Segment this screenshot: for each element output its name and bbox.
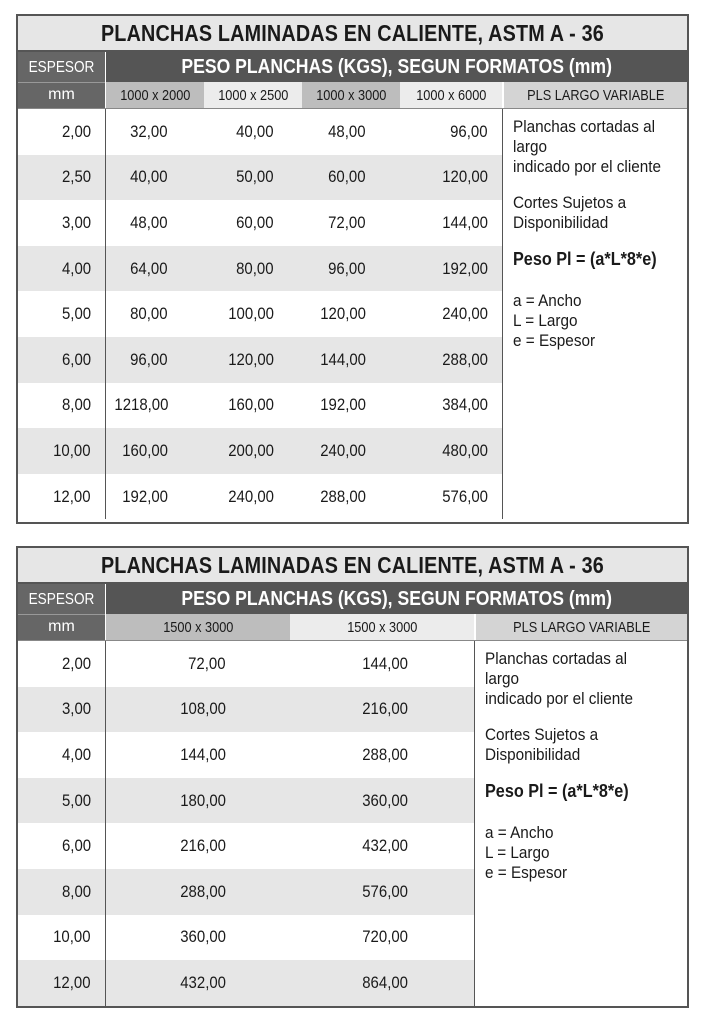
format-header: 1500 x 3000 (106, 614, 290, 640)
weight-cell: 100,00 (228, 304, 274, 324)
table-row (18, 823, 474, 869)
table-body (18, 641, 687, 1006)
espesor-header (18, 52, 106, 108)
plate-table-1 (16, 14, 689, 524)
weight-cell: 144,00 (362, 653, 408, 673)
peso-title: PESO PLANCHAS (KGS), SEGUN FORMATOS (mm) (106, 52, 687, 82)
unit-label: mm (18, 614, 105, 640)
table-row (18, 641, 474, 687)
espesor-cell: 3,00 (18, 687, 106, 733)
weight-cell: 192,00 (122, 486, 168, 506)
espesor-cell: 10,00 (18, 915, 106, 961)
format-header-row (106, 614, 687, 640)
format-header: 1000 x 3000 (302, 82, 400, 108)
weight-cell: 160,00 (228, 395, 274, 415)
weight-cell: 240,00 (442, 304, 488, 324)
table-row (18, 109, 502, 155)
weight-cell: 72,00 (188, 653, 226, 673)
weight-cell: 160,00 (122, 440, 168, 460)
weight-cell: 432,00 (180, 972, 226, 992)
espesor-label: ESPESOR (28, 591, 95, 608)
weight-cell: 1218,00 (113, 395, 168, 415)
table-body (18, 109, 687, 519)
weight-cell: 384,00 (442, 395, 488, 415)
table-row (18, 732, 474, 778)
table-header (18, 584, 687, 641)
table-title: PLANCHAS LAMINADAS EN CALIENTE, ASTM A - 36 (18, 16, 687, 52)
weight-cell: 288,00 (362, 744, 408, 764)
legend-largo: L = Largo (513, 311, 578, 330)
weight-cell: 144,00 (320, 349, 366, 369)
format-header: 1000 x 6000 (400, 82, 502, 108)
espesor-cell: 12,00 (18, 960, 106, 1006)
note-cut-to-length: Planchas cortadas al largo indicado por el cliente (513, 117, 662, 176)
espesor-cell: 3,00 (18, 200, 106, 246)
weight-cell: 720,00 (362, 927, 408, 947)
weight-cell: 60,00 (328, 167, 366, 187)
table-row (18, 337, 502, 383)
data-rows (18, 109, 502, 519)
legend-espesor: e = Espesor (485, 863, 568, 882)
weight-cell: 200,00 (228, 440, 274, 460)
table-row (18, 869, 474, 915)
pls-notes (502, 109, 687, 519)
data-rows (18, 641, 474, 1006)
table-row (18, 915, 474, 961)
weight-cell: 864,00 (362, 972, 408, 992)
table-row (18, 778, 474, 824)
weight-cell: 50,00 (236, 167, 274, 187)
espesor-cell: 2,00 (18, 109, 106, 155)
table-row (18, 246, 502, 292)
format-header: 1000 x 2500 (204, 82, 302, 108)
weight-cell: 40,00 (236, 121, 274, 141)
table-row (18, 291, 502, 337)
pls-notes (474, 641, 687, 1006)
table-row (18, 474, 502, 520)
note-availability: Cortes Sujetos a Disponibilidad (513, 193, 627, 232)
weight-cell: 216,00 (362, 699, 408, 719)
weight-cell: 192,00 (320, 395, 366, 415)
weight-cell: 64,00 (130, 258, 168, 278)
pls-header: PLS LARGO VARIABLE (474, 614, 687, 640)
weight-cell: 108,00 (180, 699, 226, 719)
unit-label: mm (18, 82, 105, 108)
espesor-label: ESPESOR (28, 59, 95, 76)
espesor-cell: 6,00 (18, 337, 106, 383)
espesor-header (18, 584, 106, 640)
espesor-cell: 5,00 (18, 778, 106, 824)
espesor-cell: 12,00 (18, 474, 106, 520)
weight-cell: 360,00 (362, 790, 408, 810)
legend-espesor: e = Espesor (513, 331, 596, 350)
espesor-cell: 4,00 (18, 246, 106, 292)
legend-ancho: a = Ancho (485, 823, 554, 842)
weight-cell: 48,00 (328, 121, 366, 141)
table-row (18, 687, 474, 733)
peso-title: PESO PLANCHAS (KGS), SEGUN FORMATOS (mm) (106, 584, 687, 614)
weight-cell: 120,00 (442, 167, 488, 187)
espesor-cell: 5,00 (18, 291, 106, 337)
weight-cell: 192,00 (442, 258, 488, 278)
table-row (18, 428, 502, 474)
espesor-cell: 10,00 (18, 428, 106, 474)
weight-cell: 96,00 (328, 258, 366, 278)
espesor-cell: 2,00 (18, 641, 106, 687)
espesor-cell: 8,00 (18, 383, 106, 429)
weight-cell: 288,00 (442, 349, 488, 369)
weight-cell: 120,00 (320, 304, 366, 324)
weight-cell: 80,00 (236, 258, 274, 278)
weight-cell: 72,00 (328, 212, 366, 232)
espesor-cell: 2,50 (18, 155, 106, 201)
weight-cell: 144,00 (442, 212, 488, 232)
weight-cell: 96,00 (450, 121, 488, 141)
weight-cell: 60,00 (236, 212, 274, 232)
format-header: 1500 x 3000 (290, 614, 474, 640)
weight-cell: 240,00 (228, 486, 274, 506)
plate-table-2 (16, 546, 689, 1008)
weight-cell: 576,00 (362, 881, 408, 901)
note-cut-to-length: Planchas cortadas al largo indicado por el cliente (485, 649, 634, 708)
table-row (18, 155, 502, 201)
weight-cell: 288,00 (180, 881, 226, 901)
table-header (18, 52, 687, 109)
weight-cell: 480,00 (442, 440, 488, 460)
weight-cell: 80,00 (130, 304, 168, 324)
weight-cell: 48,00 (130, 212, 168, 232)
weight-formula: Peso Pl = (a*L*8*e) (485, 781, 629, 801)
weight-cell: 180,00 (180, 790, 226, 810)
weight-cell: 120,00 (228, 349, 274, 369)
table-row (18, 383, 502, 429)
table-row (18, 200, 502, 246)
weight-cell: 576,00 (442, 486, 488, 506)
weight-cell: 32,00 (130, 121, 168, 141)
format-header-row (106, 82, 687, 108)
table-title: PLANCHAS LAMINADAS EN CALIENTE, ASTM A - 36 (18, 548, 687, 584)
weight-formula: Peso Pl = (a*L*8*e) (513, 249, 657, 269)
weight-cell: 96,00 (130, 349, 168, 369)
weight-cell: 360,00 (180, 927, 226, 947)
note-availability: Cortes Sujetos a Disponibilidad (485, 725, 599, 764)
weight-cell: 288,00 (320, 486, 366, 506)
espesor-cell: 6,00 (18, 823, 106, 869)
table-row (18, 960, 474, 1006)
weight-cell: 40,00 (130, 167, 168, 187)
espesor-cell: 4,00 (18, 732, 106, 778)
weight-cell: 144,00 (180, 744, 226, 764)
weight-cell: 240,00 (320, 440, 366, 460)
legend-ancho: a = Ancho (513, 291, 582, 310)
weight-cell: 216,00 (180, 836, 226, 856)
pls-header: PLS LARGO VARIABLE (502, 82, 687, 108)
weight-cell: 432,00 (362, 836, 408, 856)
format-header: 1000 x 2000 (106, 82, 204, 108)
legend-largo: L = Largo (485, 843, 550, 862)
espesor-cell: 8,00 (18, 869, 106, 915)
